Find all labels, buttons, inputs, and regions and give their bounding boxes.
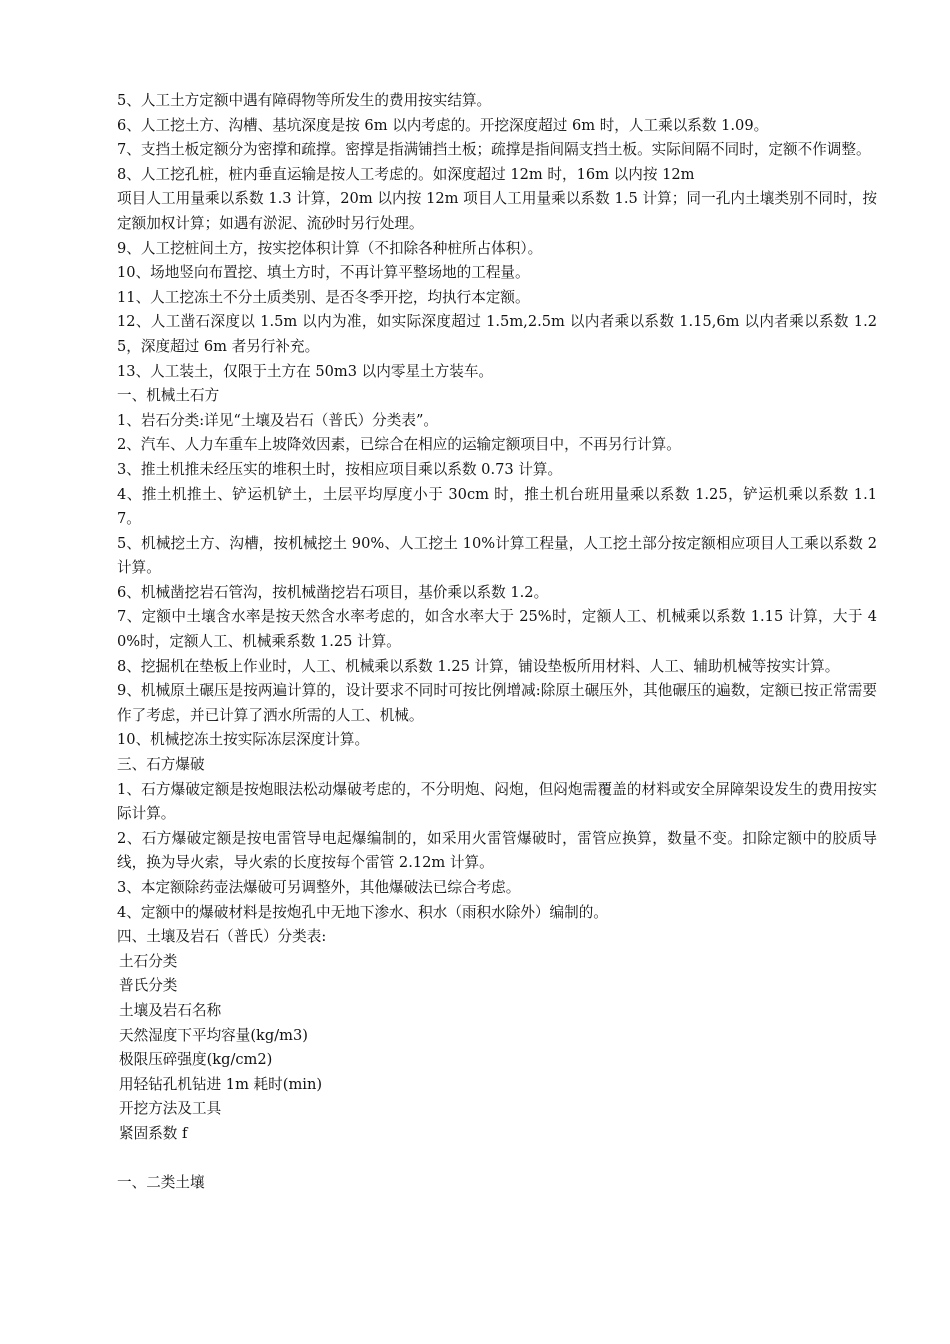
table-header-item: 土石分类 [119,952,178,970]
table-header-list [117,950,877,1147]
table-header-item: 开挖方法及工具 [119,1100,222,1118]
paragraph: 9、人工挖桩间土方，按实挖体积计算（不扣除各种桩所占体积）。 [117,239,543,257]
document-page [117,89,877,1196]
soil-class-heading: 一、二类土壤 [117,1174,205,1192]
paragraph: 10、场地竖向布置挖、填土方时，不再计算平整场地的工程量。 [117,264,530,282]
paragraph: 5、机械挖土方、沟槽，按机械挖土 90%、人工挖土 10%计算工程量，人工挖土部分按定额相应项目人工乘以系数 2 计算。 [117,534,877,577]
paragraph: 12、人工凿石深度以 1.5m 以内为准，如实际深度超过 1.5m,2.5m 以内者乘以系数 1.15,6m 以内者乘以系数 1.25，深度超过 6m 者另行补充。 [117,313,877,355]
paragraph: 1、石方爆破定额是按炮眼法松动爆破考虑的，不分明炮、闷炮，但闷炮需覆盖的材料或安全屏障架设发生的费用按实际计算。 [117,780,877,823]
paragraph: 4、定额中的爆破材料是按炮孔中无地下渗水、积水（雨积水除外）编制的。 [117,903,608,921]
paragraph: 5、人工土方定额中遇有障碍物等所发生的费用按实结算。 [117,92,492,109]
paragraph: 11、人工挖冻土不分土质类别、是否冬季开挖，均执行本定额。 [117,288,530,306]
paragraph: 8、人工挖孔桩，桩内垂直运输是按人工考虑的。如深度超过 12m 时，16m 以内按 12m [117,165,695,183]
table-header-item: 紧固系数 f [119,1124,188,1142]
paragraph: 3、本定额除药壶法爆破可另调整外，其他爆破法已综合考虑。 [117,879,521,896]
paragraph: 2、石方爆破定额是按电雷管导电起爆编制的，如采用火雷管爆破时，雷管应换算，数量不变。扣除定额中的胶质导线，换为导火索，导火索的长度按每个雷管 2.12m 计算。 [117,829,877,872]
paragraph: 4、推土机推土、铲运机铲土，土层平均厚度小于 30cm 时，推土机台班用量乘以系数 1.25，铲运机乘以系数 1.17。 [117,485,877,528]
paragraph: 项目人工用量乘以系数 1.3 计算，20m 以内按 12m 项目人工用量乘以系数 1.5 计算；同一孔内土壤类别不同时，按定额加权计算；如遇有淤泥、流砂时另行处理。 [117,190,877,232]
table-header-item: 天然湿度下平均容量(kg/m3) [119,1026,308,1044]
paragraph: 7、定额中土壤含水率是按天然含水率考虑的，如含水率大于 25%时，定额人工、机械乘以系数 1.15 计算，大于 40%时，定额人工、机械乘系数 1.25 计算。 [117,608,877,651]
paragraph: 7、支挡土板定额分为密撑和疏撑。密撑是指满铺挡土板；疏撑是指间隔支挡土板。实际间隔不同时，定额不作调整。 [117,141,871,159]
table-header-item: 用轻钻孔机钻进 1m 耗时(min) [119,1075,323,1093]
paragraph: 13、人工装土，仅限于土方在 50m3 以内零星土方装车。 [117,362,494,380]
table-header-item: 土壤及岩石名称 [119,1001,222,1019]
paragraph: 6、机械凿挖岩石管沟，按机械凿挖岩石项目，基价乘以系数 1.2。 [117,583,549,601]
section-heading-blasting: 三、石方爆破 [117,756,205,774]
paragraph: 1、岩石分类:详见“土壤及岩石（普氏）分类表”。 [117,411,439,429]
table-header-item: 普氏分类 [119,977,178,995]
section-heading-classification-table: 四、土壤及岩石（普氏）分类表: [117,928,327,946]
paragraph: 8、挖掘机在垫板上作业时，人工、机械乘以系数 1.25 计算，铺设垫板所用材料、人工、辅助机械等按实计算。 [117,657,840,675]
table-header-item: 极限压碎强度(kg/cm2) [119,1051,273,1069]
paragraph: 6、人工挖土方、沟槽、基坑深度是按 6m 以内考虑的。开挖深度超过 6m 时，人工乘以系数 1.09。 [117,116,769,134]
paragraph: 2、汽车、人力车重车上坡降效因素，已综合在相应的运输定额项目中，不再另行计算。 [117,436,681,454]
paragraph: 9、机械原土碾压是按两遍计算的，设计要求不同时可按比例增减:除原土碾压外，其他碾压的遍数，定额已按正常需要作了考虑，并已计算了洒水所需的人工、机械。 [117,682,877,724]
section-heading-mechanical: 一、机械土石方 [117,387,220,405]
paragraph: 10、机械挖冻土按实际冻层深度计算。 [117,731,370,749]
paragraph: 3、推土机推未经压实的堆积土时，按相应项目乘以系数 0.73 计算。 [117,460,563,478]
blank-line [117,1147,877,1172]
